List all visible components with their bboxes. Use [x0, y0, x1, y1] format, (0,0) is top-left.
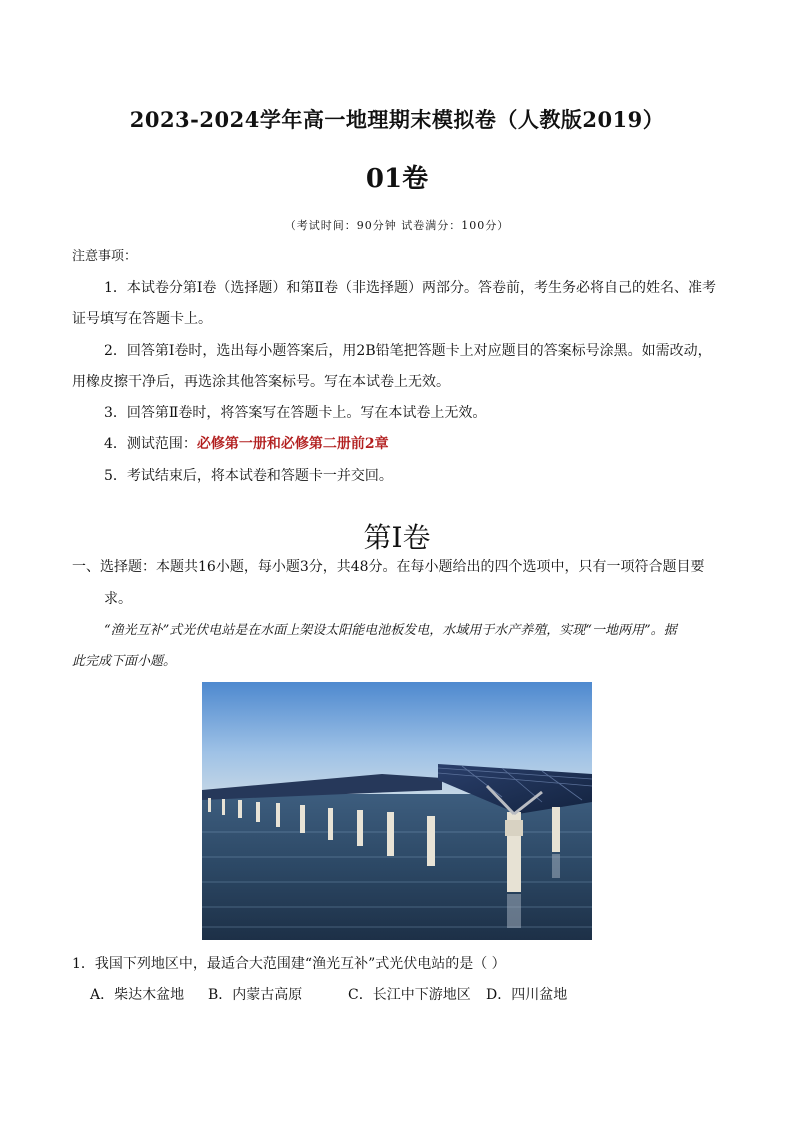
- option-b: B．内蒙古高原: [208, 987, 303, 1003]
- note-item-2-line-1: 2．回答第Ⅰ卷时，选出每小题答案后，用2B铅笔把答题卡上对应题目的答案标号涂黑。如需改动，: [104, 343, 712, 359]
- passage-line-1: “渔光互补”式光伏电站是在水面上架设太阳能电池板发电，水域用于水产养殖，实现“一地两用”。据: [104, 623, 677, 638]
- exam-info: （考试时间：90分钟 试卷满分：100分）: [284, 219, 510, 232]
- note-item-5: 5．考试结束后，将本试卷和答题卡一并交回。: [104, 468, 393, 484]
- note-item-1-line-2: 证号填写在答题卡上。: [72, 311, 212, 327]
- option-c: C．长江中下游地区: [348, 987, 471, 1003]
- section-title: 第Ⅰ卷: [363, 521, 431, 554]
- option-a: A．柴达木盆地: [90, 987, 185, 1003]
- solar-farm-photo: [202, 682, 592, 940]
- test-scope: 必修第一册和必修第二册前2章: [196, 436, 389, 452]
- note-item-3: 3．回答第Ⅱ卷时，将答案写在答题卡上。写在本试卷上无效。: [104, 405, 487, 421]
- passage-line-2: 此完成下面小题。: [72, 654, 177, 669]
- note-item-4: [104, 437, 754, 451]
- option-d: D．四川盆地: [486, 987, 568, 1003]
- section-instructions-line-2: 求。: [104, 591, 132, 607]
- notes-heading: 注意事项：: [72, 249, 138, 264]
- section-instructions-line-1: 一、选择题：本题共16小题，每小题3分，共48分。在每小题给出的四个选项中，只有一项符合题目要: [72, 559, 705, 575]
- note-item-2-line-2: 用橡皮擦干净后，再选涂其他答案标号。写在本试卷上无效。: [72, 374, 450, 390]
- question-1-options: [90, 988, 740, 1002]
- note-item-1-line-1: 1．本试卷分第Ⅰ卷（选择题）和第Ⅱ卷（非选择题）两部分。答卷前，考生务必将自己的姓名、准考: [104, 280, 716, 296]
- question-1-stem: 1．我国下列地区中，最适合大范围建“渔光互补”式光伏电站的是（ ）: [72, 956, 506, 972]
- note-item-4-prefix: 4．测试范围：: [104, 436, 197, 452]
- page-title: 2023-2024学年高一地理期末模拟卷（人教版2019）: [129, 107, 665, 132]
- paper-subtitle: 01卷: [365, 164, 429, 194]
